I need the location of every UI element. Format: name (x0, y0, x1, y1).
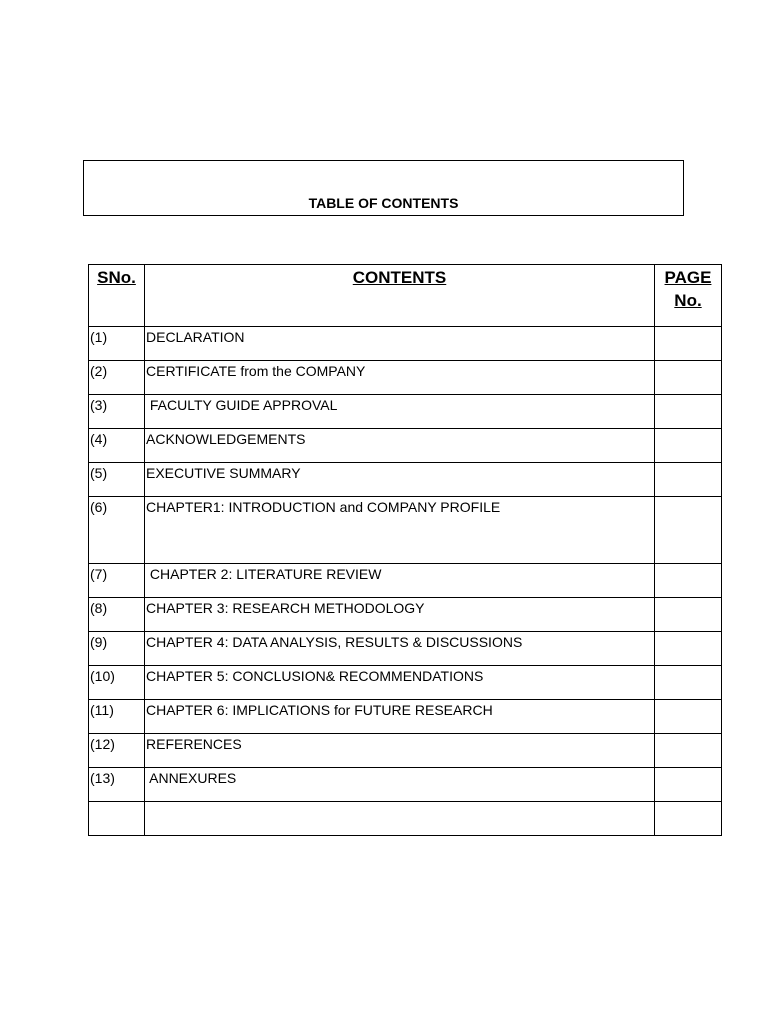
page-cell (655, 463, 722, 497)
content-cell: CERTIFICATE from the COMPANY (145, 361, 655, 395)
content-cell: CHAPTER1: INTRODUCTION and COMPANY PROFILE (145, 497, 655, 564)
sno-cell: (8) (89, 598, 145, 632)
header-page-no (655, 265, 722, 327)
table-row (89, 395, 722, 429)
page-cell (655, 700, 722, 734)
sno-cell: (7) (89, 564, 145, 598)
content-cell: FACULTY GUIDE APPROVAL (145, 395, 655, 429)
content-cell: CHAPTER 2: LITERATURE REVIEW (145, 564, 655, 598)
toc-table (88, 264, 722, 836)
page-cell (655, 632, 722, 666)
table-row (89, 598, 722, 632)
table-row (89, 768, 722, 802)
sno-cell: (5) (89, 463, 145, 497)
sno-cell: (9) (89, 632, 145, 666)
page-cell (655, 802, 722, 836)
table-row (89, 700, 722, 734)
sno-cell: (12) (89, 734, 145, 768)
table-row (89, 497, 722, 564)
sno-cell: (2) (89, 361, 145, 395)
header-sno (89, 265, 145, 327)
page-cell (655, 429, 722, 463)
table-row (89, 632, 722, 666)
page-cell (655, 497, 722, 564)
sno-cell: (10) (89, 666, 145, 700)
table-row (89, 734, 722, 768)
page-cell (655, 564, 722, 598)
content-cell (145, 802, 655, 836)
table-row (89, 327, 722, 361)
sno-cell: (4) (89, 429, 145, 463)
content-cell: DECLARATION (145, 327, 655, 361)
table-row (89, 361, 722, 395)
table-row (89, 429, 722, 463)
content-cell: REFERENCES (145, 734, 655, 768)
sno-cell (89, 802, 145, 836)
page-cell (655, 734, 722, 768)
page-cell (655, 598, 722, 632)
header-sno-label: SNo. (97, 268, 136, 287)
content-cell: CHAPTER 5: CONCLUSION& RECOMMENDATIONS (145, 666, 655, 700)
table-row (89, 666, 722, 700)
content-cell: EXECUTIVE SUMMARY (145, 463, 655, 497)
header-contents-label: CONTENTS (352, 268, 447, 287)
table-row-empty (89, 802, 722, 836)
page-cell (655, 395, 722, 429)
table-row (89, 463, 722, 497)
sno-cell: (11) (89, 700, 145, 734)
content-cell: CHAPTER 6: IMPLICATIONS for FUTURE RESEARCH (145, 700, 655, 734)
sno-cell: (1) (89, 327, 145, 361)
content-cell: ANNEXURES (145, 768, 655, 802)
toc-header-row (89, 265, 722, 327)
table-row (89, 564, 722, 598)
page-cell (655, 327, 722, 361)
content-cell: CHAPTER 3: RESEARCH METHODOLOGY (145, 598, 655, 632)
header-page-no-label: PAGE No. (664, 268, 712, 310)
page-cell (655, 361, 722, 395)
content-cell: ACKNOWLEDGEMENTS (145, 429, 655, 463)
sno-cell: (3) (89, 395, 145, 429)
sno-cell: (13) (89, 768, 145, 802)
page-cell (655, 768, 722, 802)
header-contents (145, 265, 655, 327)
sno-cell: (6) (89, 497, 145, 564)
content-cell: CHAPTER 4: DATA ANALYSIS, RESULTS & DISCUSSIONS (145, 632, 655, 666)
document-title: TABLE OF CONTENTS (308, 195, 459, 211)
page-cell (655, 666, 722, 700)
title-box (83, 160, 684, 216)
